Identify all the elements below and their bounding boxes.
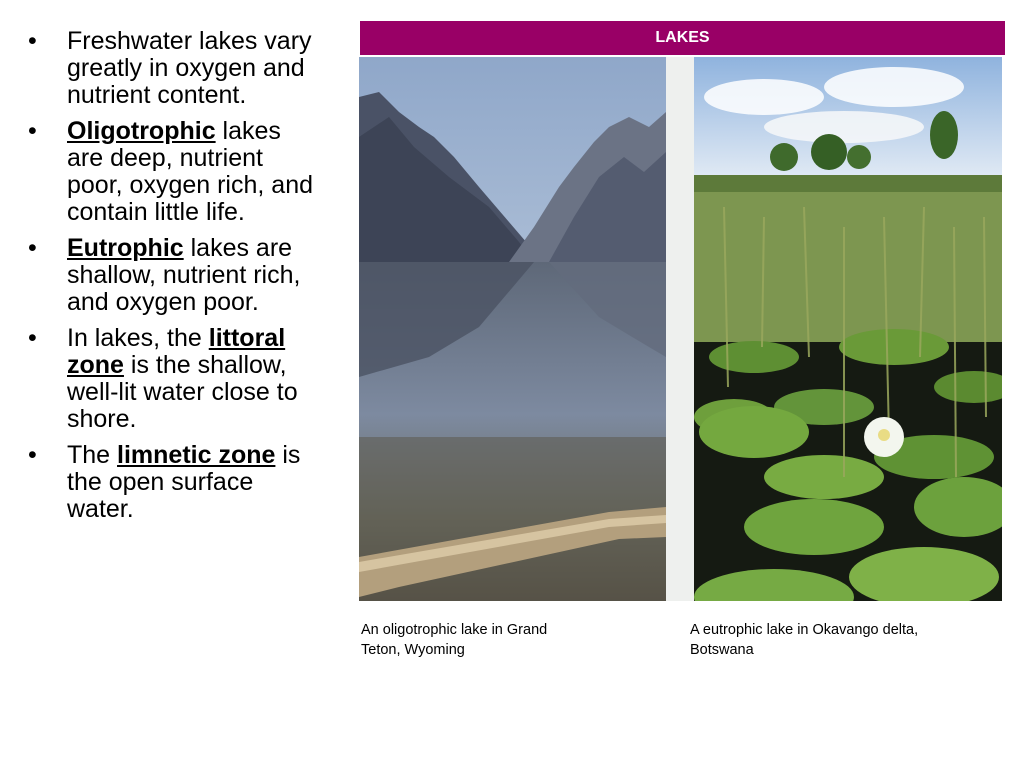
bullet-item [28,235,318,316]
oligotrophic-lake-photo [359,57,666,601]
caption-oligotrophic: An oligotrophic lake in Grand Teton, Wyoming [361,622,548,658]
photo-divider [666,57,694,601]
bullet-text: is the shallow, well-lit water close to shore. [67,351,298,433]
bullet-term-limnetic-zone: limnetic zone [117,441,276,469]
bullet-item [28,118,318,226]
eutrophic-lake-photo [694,57,1002,601]
bullet-item [28,325,318,433]
bullet-term-littoral-zone: littoral zone [67,324,286,379]
bullet-list [28,28,318,532]
bullet-term-eutrophic: Eutrophic [67,234,184,262]
bullet-item [28,28,318,109]
bullet-text: The [67,441,118,469]
caption-eutrophic: A eutrophic lake in Okavango delta, Botswana [690,622,919,658]
banner-title: LAKES [655,29,710,46]
bullet-text: is the open surface water. [67,441,301,523]
bullet-text: In lakes, the [67,324,209,352]
bullet-item [28,442,318,523]
bullet-text: lakes are deep, nutrient poor, oxygen rich, and contain little life. [67,117,313,226]
bullet-text: lakes are shallow, nutrient rich, and oxygen poor. [67,234,301,316]
lakes-banner [360,21,1005,55]
bullet-term-oligotrophic: Oligotrophic [67,117,216,145]
bullet-text: Freshwater lakes vary greatly in oxygen and nutrient content. [67,27,312,109]
